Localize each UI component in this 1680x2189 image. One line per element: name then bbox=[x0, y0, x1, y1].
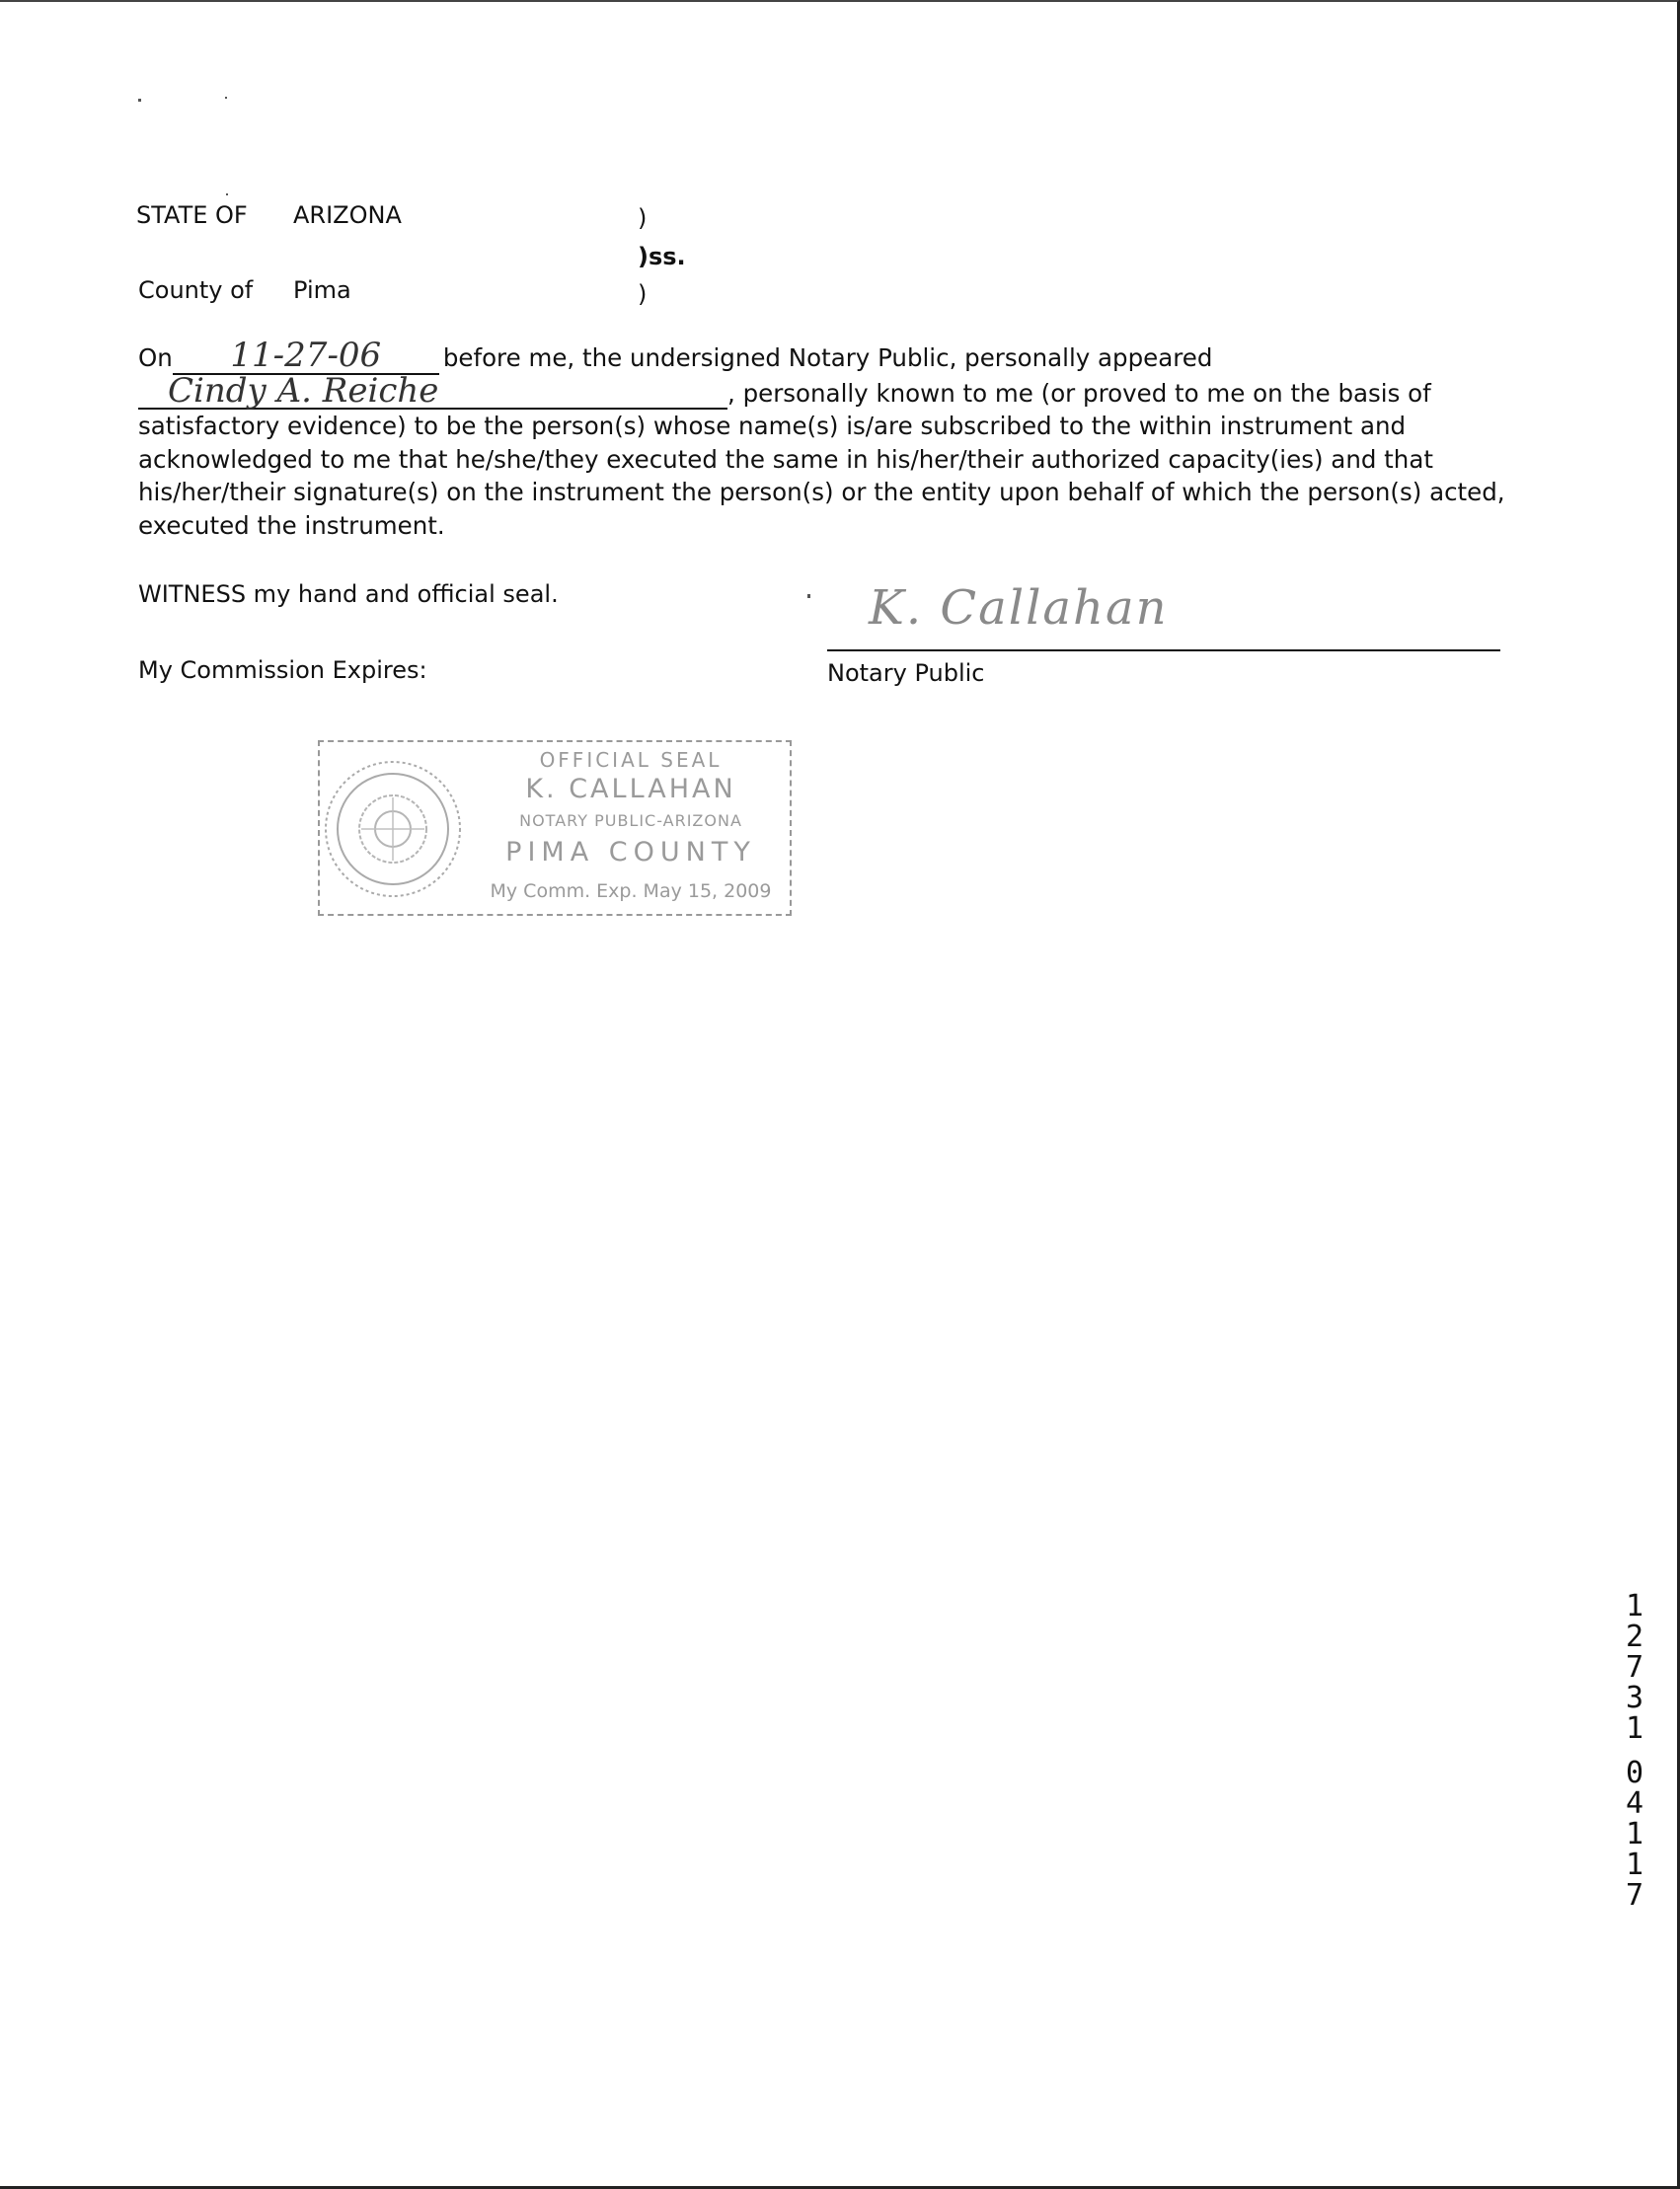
scan-speck bbox=[226, 193, 228, 195]
venue-ss: )ss. bbox=[638, 243, 686, 270]
seal-line-3: NOTARY PUBLIC-ARIZONA bbox=[519, 811, 742, 830]
notary-signature: K. Callahan bbox=[869, 580, 1169, 636]
seal-line-4: PIMA COUNTY bbox=[505, 837, 756, 868]
ack-line-3: satisfactory evidence) to be the person(s) whose name(s) is/are subscribed to the within instrument and bbox=[138, 412, 1407, 440]
document-number-digit: 7 bbox=[1625, 1650, 1644, 1685]
ack-date-handwritten: 11-27-06 bbox=[173, 340, 439, 375]
signature-line bbox=[827, 649, 1500, 651]
document-number-vertical bbox=[1615, 1591, 1654, 1911]
document-number-digit: 1 bbox=[1625, 1589, 1644, 1623]
document-number-digit: 1 bbox=[1625, 1817, 1644, 1851]
ack-on: On bbox=[138, 343, 173, 372]
venue-paren-top: ) bbox=[638, 204, 648, 232]
commission-expires-label: My Commission Expires: bbox=[138, 656, 427, 684]
county-value: Pima bbox=[293, 276, 351, 304]
acknowledgment-paragraph bbox=[138, 336, 1540, 542]
document-number-digit: 1 bbox=[1625, 1711, 1644, 1746]
document-number-digit: 4 bbox=[1625, 1786, 1644, 1821]
ack-line-4: acknowledged to me that he/she/they executed the same in his/her/their authorized capacity(ies) and that bbox=[138, 444, 1433, 474]
ack-after-name: , personally known to me (or proved to me on the basis of bbox=[727, 378, 1431, 408]
ack-line-5: his/her/their signature(s) on the instrument the person(s) or the entity upon behalf of which the person(s) acted, bbox=[138, 478, 1505, 506]
scan-speck bbox=[138, 99, 141, 102]
state-label: STATE OF bbox=[136, 201, 248, 229]
seal-line-2: K. CALLAHAN bbox=[525, 774, 736, 804]
venue-paren-bottom: ) bbox=[638, 280, 648, 308]
ack-line-1 bbox=[138, 336, 1540, 375]
official-seal-stamp bbox=[318, 740, 792, 916]
ack-line-2 bbox=[138, 370, 1540, 411]
document-number-digit: 2 bbox=[1625, 1620, 1644, 1654]
state-value: ARIZONA bbox=[293, 201, 402, 229]
seal-line-1: OFFICIAL SEAL bbox=[539, 748, 723, 772]
county-label: County of bbox=[138, 276, 254, 304]
ack-after-date: before me, the undersigned Notary Public, personally appeared bbox=[442, 343, 1213, 372]
document-number-digit: 0 bbox=[1625, 1756, 1644, 1790]
notary-public-label: Notary Public bbox=[827, 659, 985, 687]
scan-speck bbox=[807, 594, 810, 598]
notary-seal-emblem-icon bbox=[322, 744, 470, 912]
ack-name-handwritten: Cindy A. Reiche bbox=[138, 375, 727, 411]
witness-statement: WITNESS my hand and official seal. bbox=[138, 580, 559, 608]
document-number-digit: 1 bbox=[1625, 1848, 1644, 1882]
scan-speck bbox=[225, 97, 227, 99]
document-number-digit: 7 bbox=[1625, 1878, 1644, 1913]
ack-line-6: executed the instrument. bbox=[138, 510, 445, 540]
document-number-digit: 3 bbox=[1625, 1681, 1644, 1715]
seal-line-5: My Comm. Exp. May 15, 2009 bbox=[490, 880, 772, 902]
